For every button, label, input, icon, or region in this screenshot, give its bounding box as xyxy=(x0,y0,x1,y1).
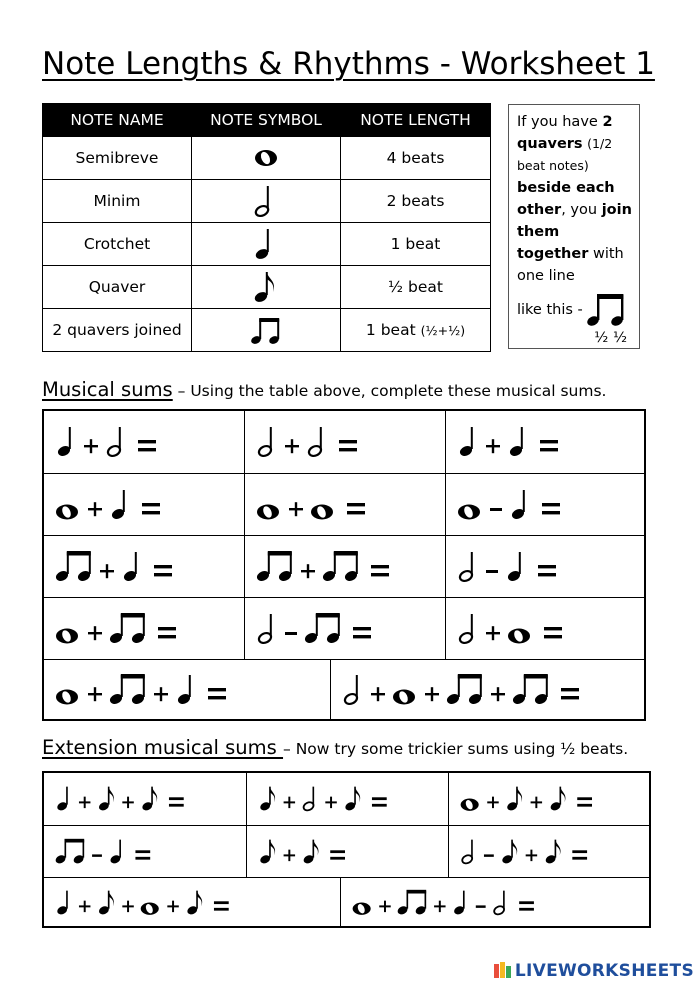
semibreve-icon xyxy=(56,504,78,519)
beamed-quavers-icon xyxy=(445,674,482,706)
semibreve-icon xyxy=(56,628,78,643)
table-row xyxy=(43,266,491,309)
beamed-quavers-icon xyxy=(108,674,145,706)
semibreve-icon xyxy=(393,689,415,704)
header-note-symbol: NOTE SYMBOL xyxy=(192,104,341,137)
table-row xyxy=(43,137,491,180)
crotchet-icon xyxy=(192,223,341,266)
sum-expression xyxy=(54,785,189,813)
minus-icon xyxy=(490,508,502,511)
minim-icon xyxy=(258,614,273,645)
sum-expression xyxy=(341,673,585,707)
sum-expression xyxy=(257,838,350,866)
sum-cell xyxy=(44,598,244,659)
note-length: 1 beat (½+½) xyxy=(341,309,491,352)
crotchet-icon xyxy=(458,427,473,458)
extension-sums-heading: Extension musical sums – Now try some trickier sums using ½ beats. xyxy=(42,736,629,759)
sum-row xyxy=(44,659,644,719)
sum-expression xyxy=(255,425,363,459)
quaver-icon xyxy=(544,839,560,864)
minus-icon xyxy=(484,854,494,856)
sum-cell xyxy=(44,411,244,473)
plus-icon xyxy=(122,901,133,912)
sum-row xyxy=(44,535,644,597)
beamed-quavers-icon xyxy=(108,613,145,645)
beamed-quavers-icon xyxy=(322,551,359,583)
note-name: 2 quavers joined xyxy=(43,309,192,352)
sum-cell xyxy=(44,536,244,597)
sum-expression xyxy=(54,425,162,459)
equals-icon xyxy=(330,850,345,859)
liveworksheets-logo: LIVEWORKSHEETS xyxy=(494,961,694,981)
equals-icon xyxy=(544,627,562,638)
semibreve-icon xyxy=(56,689,78,704)
sum-expression xyxy=(54,838,155,866)
minus-icon xyxy=(92,854,102,856)
plus-icon xyxy=(491,687,505,701)
sum-row xyxy=(44,825,649,877)
semibreve-icon xyxy=(141,903,159,915)
sum-expression xyxy=(459,785,597,813)
minim-icon xyxy=(458,614,473,645)
beamed-quavers-icon xyxy=(396,890,427,916)
sum-cell xyxy=(44,660,330,719)
crotchet-icon xyxy=(176,675,191,706)
plus-icon xyxy=(487,797,498,808)
sum-cell xyxy=(244,411,444,473)
sum-expression xyxy=(54,488,166,522)
sum-expression xyxy=(459,838,592,866)
tip-fraction: ½ ½ xyxy=(594,330,627,346)
sum-expression xyxy=(255,488,371,522)
plus-icon xyxy=(88,502,102,516)
crotchet-icon xyxy=(56,891,69,916)
quaver-icon xyxy=(501,839,517,864)
crotchet-icon xyxy=(122,552,137,583)
sum-row xyxy=(44,473,644,535)
header-note-name: NOTE NAME xyxy=(43,104,192,137)
tip-example: like this - xyxy=(517,291,633,329)
plus-icon xyxy=(284,849,295,860)
quaver-icon xyxy=(549,787,565,812)
quaver-icon xyxy=(98,787,114,812)
note-length: 2 beats xyxy=(341,180,491,223)
table-row xyxy=(43,180,491,223)
plus-icon xyxy=(371,687,385,701)
sum-expression xyxy=(54,889,234,917)
plus-icon xyxy=(379,901,390,912)
plus-icon xyxy=(284,797,295,808)
table-row xyxy=(43,223,491,266)
equals-icon xyxy=(540,440,558,451)
note-reference-table xyxy=(42,103,491,352)
table-row xyxy=(43,309,491,352)
page-title: Note Lengths & Rhythms - Worksheet 1 xyxy=(42,46,655,82)
sum-expression xyxy=(54,673,232,707)
minim-icon xyxy=(258,427,273,458)
crotchet-icon xyxy=(110,490,125,521)
beamed-quavers-icon xyxy=(304,613,341,645)
minim-icon xyxy=(302,787,315,812)
minim-icon xyxy=(308,427,323,458)
crotchet-icon xyxy=(510,490,525,521)
sum-expression xyxy=(255,612,377,646)
sum-cell xyxy=(445,411,644,473)
plus-icon xyxy=(79,797,90,808)
quaver-icon xyxy=(141,787,157,812)
musical-sums-grid xyxy=(42,409,646,721)
plus-icon xyxy=(79,901,90,912)
plus-icon xyxy=(88,687,102,701)
sum-expression xyxy=(456,612,568,646)
note-name: Crotchet xyxy=(43,223,192,266)
plus-icon xyxy=(486,439,500,453)
sum-cell xyxy=(246,826,448,877)
beamed-quavers-icon xyxy=(585,291,627,329)
note-name: Quaver xyxy=(43,266,192,309)
note-length: 4 beats xyxy=(341,137,491,180)
sum-row xyxy=(44,597,644,659)
quaver-tip-box: If you have 2 quavers (1/2 beat notes) beside each other, you join them together with one line like this - ½ ½ xyxy=(508,104,640,349)
sum-expression xyxy=(351,889,539,917)
note-length: 1 beat xyxy=(341,223,491,266)
plus-icon xyxy=(486,626,500,640)
header-note-length: NOTE LENGTH xyxy=(341,104,491,137)
minim-icon xyxy=(461,839,474,864)
note-name: Semibreve xyxy=(43,137,192,180)
sum-expression xyxy=(257,785,392,813)
minim-icon xyxy=(343,675,358,706)
quaver-icon xyxy=(259,839,275,864)
crotchet-icon xyxy=(508,427,523,458)
note-name: Minim xyxy=(43,180,192,223)
minim-icon xyxy=(192,180,341,223)
plus-icon xyxy=(434,901,445,912)
sum-expression xyxy=(54,612,182,646)
plus-icon xyxy=(531,797,542,808)
sum-cell xyxy=(44,474,244,535)
sum-cell xyxy=(330,660,644,719)
sum-expression xyxy=(456,550,562,584)
minim-icon xyxy=(458,552,473,583)
crotchet-icon xyxy=(109,839,122,864)
liveworksheets-icon xyxy=(494,962,512,980)
equals-icon xyxy=(142,503,160,514)
plus-icon xyxy=(100,564,114,578)
plus-icon xyxy=(167,901,178,912)
equals-icon xyxy=(169,797,184,806)
equals-icon xyxy=(353,627,371,638)
equals-icon xyxy=(339,440,357,451)
sum-cell xyxy=(244,536,444,597)
plus-icon xyxy=(88,626,102,640)
note-length: ½ beat xyxy=(341,266,491,309)
equals-icon xyxy=(371,565,389,576)
beamed-quavers-icon xyxy=(511,674,548,706)
sum-cell xyxy=(44,878,340,928)
semibreve-icon xyxy=(192,137,341,180)
semibreve-icon xyxy=(458,504,480,519)
equals-icon xyxy=(347,503,365,514)
plus-icon xyxy=(285,439,299,453)
plus-icon xyxy=(425,687,439,701)
equals-icon xyxy=(138,440,156,451)
minus-icon xyxy=(476,905,486,907)
sum-row xyxy=(44,411,644,473)
plus-icon xyxy=(122,797,133,808)
minim-icon xyxy=(493,891,506,916)
musical-sums-heading: Musical sums – Using the table above, complete these musical sums. xyxy=(42,378,607,401)
crotchet-icon xyxy=(453,891,466,916)
sum-cell xyxy=(448,773,649,825)
sum-expression xyxy=(456,425,564,459)
quaver-icon xyxy=(259,787,275,812)
equals-icon xyxy=(577,797,592,806)
quaver-icon xyxy=(98,891,114,916)
plus-icon xyxy=(526,849,537,860)
quaver-icon xyxy=(506,787,522,812)
semibreve-icon xyxy=(311,504,333,519)
equals-icon xyxy=(561,688,579,699)
equals-icon xyxy=(154,565,172,576)
minim-icon xyxy=(106,427,121,458)
equals-icon xyxy=(538,565,556,576)
semibreve-icon xyxy=(257,504,279,519)
sum-cell xyxy=(448,826,649,877)
quaver-icon xyxy=(344,787,360,812)
plus-icon xyxy=(84,439,98,453)
equals-icon xyxy=(542,503,560,514)
sum-cell xyxy=(445,536,644,597)
semibreve-icon xyxy=(461,799,479,811)
minus-icon xyxy=(285,632,297,635)
beamed-quavers-icon xyxy=(256,551,293,583)
plus-icon xyxy=(301,564,315,578)
equals-icon xyxy=(214,901,229,910)
equals-icon xyxy=(208,688,226,699)
extension-sums-grid xyxy=(42,771,651,928)
sum-cell xyxy=(340,878,649,928)
plus-icon xyxy=(154,687,168,701)
sum-expression xyxy=(456,488,566,522)
equals-icon xyxy=(572,850,587,859)
plus-icon xyxy=(289,502,303,516)
sum-expression xyxy=(54,550,178,584)
crotchet-icon xyxy=(506,552,521,583)
sum-cell xyxy=(445,474,644,535)
semibreve-icon xyxy=(353,903,371,915)
sum-cell xyxy=(44,826,246,877)
sum-expression xyxy=(255,550,395,584)
semibreve-icon xyxy=(508,628,530,643)
equals-icon xyxy=(519,901,534,910)
plus-icon xyxy=(325,797,336,808)
minus-icon xyxy=(486,570,498,573)
equals-icon xyxy=(135,850,150,859)
equals-icon xyxy=(158,627,176,638)
crotchet-icon xyxy=(56,787,69,812)
sum-cell xyxy=(244,598,444,659)
quaver-icon xyxy=(186,891,202,916)
beamed-quavers-icon xyxy=(192,309,341,352)
sum-cell xyxy=(246,773,448,825)
equals-icon xyxy=(372,797,387,806)
sum-row xyxy=(44,773,649,825)
sum-cell xyxy=(445,598,644,659)
crotchet-icon xyxy=(56,427,71,458)
beamed-quavers-icon xyxy=(54,838,85,864)
beamed-quavers-icon xyxy=(54,551,91,583)
quaver-icon xyxy=(302,839,318,864)
sum-cell xyxy=(44,773,246,825)
sum-cell xyxy=(244,474,444,535)
sum-row xyxy=(44,877,649,928)
quaver-icon xyxy=(192,266,341,309)
